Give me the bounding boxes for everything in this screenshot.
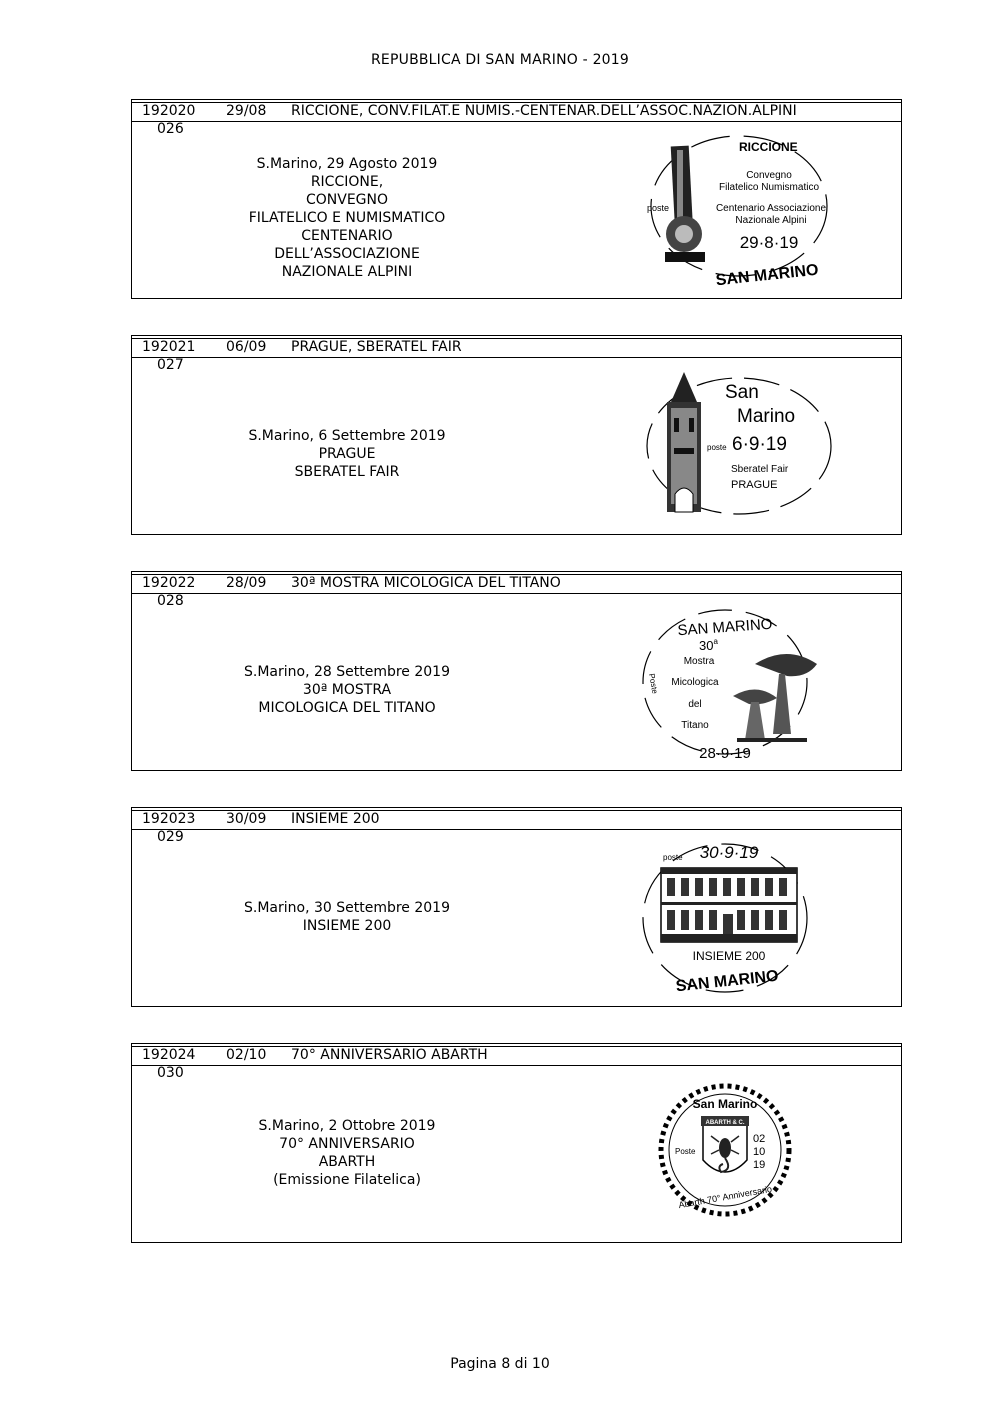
entry-title: 30ª MOSTRA MICOLOGICA DEL TITANO (291, 575, 561, 591)
stamp-top-text: RICCIONE (739, 140, 798, 154)
description-line: MICOLOGICA DEL TITANO (258, 700, 436, 716)
description-line: CENTENARIO (301, 228, 393, 244)
entry-header (132, 102, 901, 122)
stamp-date: 30·9·19 (699, 843, 759, 862)
entry-description (212, 663, 482, 717)
alpine-monument-icon (665, 146, 705, 262)
stamp-top-text: San Marino (692, 1097, 758, 1111)
entry-number: 030 (157, 1065, 184, 1081)
stamp-line (699, 637, 718, 653)
entry-date: 02/10 (226, 1047, 267, 1063)
entry-header (132, 574, 901, 594)
description-line: 30ª MOSTRA (302, 682, 392, 698)
stamp-date: 28·9·19 (699, 745, 751, 762)
description-line: RICCIONE, (310, 174, 384, 190)
description-line: S.Marino, 29 Agosto 2019 (256, 156, 438, 172)
description-line: INSIEME 200 (302, 918, 392, 934)
stamp-bottom-text: Abarth 70° Anniversario (677, 1183, 773, 1211)
page-header: REPUBBLICA DI SAN MARINO - 2019 (371, 52, 629, 68)
stamp-line: Nazionale Alpini (735, 215, 807, 226)
entry-date: 06/09 (226, 339, 267, 355)
entry-code: 192024 (142, 1047, 196, 1063)
stamp-poste: Poste (675, 1147, 696, 1156)
postmark-stamp (637, 1066, 837, 1236)
entry-title: INSIEME 200 (291, 811, 380, 827)
cancellation-entry (131, 1043, 902, 1243)
entry-number: 027 (157, 357, 184, 373)
entry-code: 192020 (142, 103, 196, 119)
cancellation-entry (131, 335, 902, 535)
description-line: NAZIONALE ALPINI (281, 264, 413, 280)
stamp-date: 6·9·19 (732, 434, 787, 455)
stamp-date: 19 (753, 1159, 766, 1171)
entry-header (132, 1046, 901, 1066)
stamp-date: 29·8·19 (739, 233, 799, 252)
stamp-line: San (725, 382, 759, 403)
stamp-brand: ABARTH & C. (705, 1120, 745, 1126)
postmark-stamp (637, 122, 837, 292)
description-line: ABARTH (318, 1154, 376, 1170)
postmark-stamp (637, 830, 837, 1000)
postmark-stamp (637, 358, 837, 528)
stamp-line: del (688, 699, 702, 710)
entry-description (212, 1117, 482, 1189)
entry-title: 70° ANNIVERSARIO ABARTH (291, 1047, 488, 1063)
stamp-date: 10 (753, 1146, 766, 1158)
stamp-label: INSIEME 200 (692, 949, 766, 963)
entry-description (212, 899, 482, 935)
cancellation-entry (131, 571, 902, 771)
stamp-line: Mostra (683, 656, 715, 667)
page-footer: Pagina 8 di 10 (450, 1356, 550, 1372)
stamp-poste: poste (707, 443, 727, 452)
stamp-poste: poste (663, 853, 683, 862)
description-line: CONVEGNO (305, 192, 389, 208)
entry-date: 29/08 (226, 103, 267, 119)
stamp-top-text: SAN MARINO (676, 615, 773, 640)
stamp-line: Centenario Associazione (715, 203, 827, 214)
description-line: (Emissione Filatelica) (273, 1172, 421, 1188)
description-line: 70° ANNIVERSARIO (279, 1136, 415, 1152)
entry-title: PRAGUE, SBERATEL FAIR (291, 339, 462, 355)
entry-date: 30/09 (226, 811, 267, 827)
entry-number: 026 (157, 121, 184, 137)
stamp-ordinal: 30 (699, 638, 714, 653)
entry-number: 029 (157, 829, 184, 845)
entry-description (212, 427, 482, 481)
stamp-bottom-text: SAN MARINO (674, 967, 780, 996)
description-line: S.Marino, 28 Settembre 2019 (243, 664, 450, 680)
entry-code: 192021 (142, 339, 196, 355)
entry-description (212, 155, 482, 281)
entry-header (132, 810, 901, 830)
stamp-line: Marino (737, 406, 796, 427)
stamp-line: PRAGUE (731, 479, 778, 491)
cancellation-entry (131, 807, 902, 1007)
stamp-line: Titano (681, 720, 709, 731)
description-line: S.Marino, 2 Ottobre 2019 (258, 1118, 436, 1134)
description-line: S.Marino, 6 Settembre 2019 (248, 428, 446, 444)
description-line: DELL’ASSOCIAZIONE (274, 246, 420, 262)
entry-header (132, 338, 901, 358)
stamp-poste: Poste (647, 672, 660, 695)
description-line: PRAGUE (318, 446, 376, 462)
stamp-bottom-text: SAN MARINO (714, 261, 820, 290)
description-line: FILATELICO E NUMISMATICO (248, 210, 446, 226)
entry-date: 28/09 (226, 575, 267, 591)
entry-title: RICCIONE, CONV.FILAT.E NUMIS.-CENTENAR.DELL’ASSOC.NAZION.ALPINI (291, 103, 797, 119)
description-line: SBERATEL FAIR (294, 464, 400, 480)
powder-tower-icon (667, 372, 701, 512)
entry-code: 192023 (142, 811, 196, 827)
stamp-ordinal-sup: a (713, 637, 718, 646)
palace-building-icon (661, 868, 797, 942)
cancellation-entry (131, 99, 902, 299)
stamp-poste: poste (647, 203, 670, 213)
stamp-line: Micologica (671, 677, 719, 688)
stamp-line: Filatelico Numismatico (718, 182, 820, 193)
stamp-line: Sberatel Fair (731, 464, 789, 475)
entry-code: 192022 (142, 575, 196, 591)
description-line: S.Marino, 30 Settembre 2019 (243, 900, 450, 916)
postmark-stamp (637, 594, 837, 764)
entry-number: 028 (157, 593, 184, 609)
stamp-date: 02 (753, 1133, 766, 1145)
stamp-line: Convegno (746, 170, 792, 181)
